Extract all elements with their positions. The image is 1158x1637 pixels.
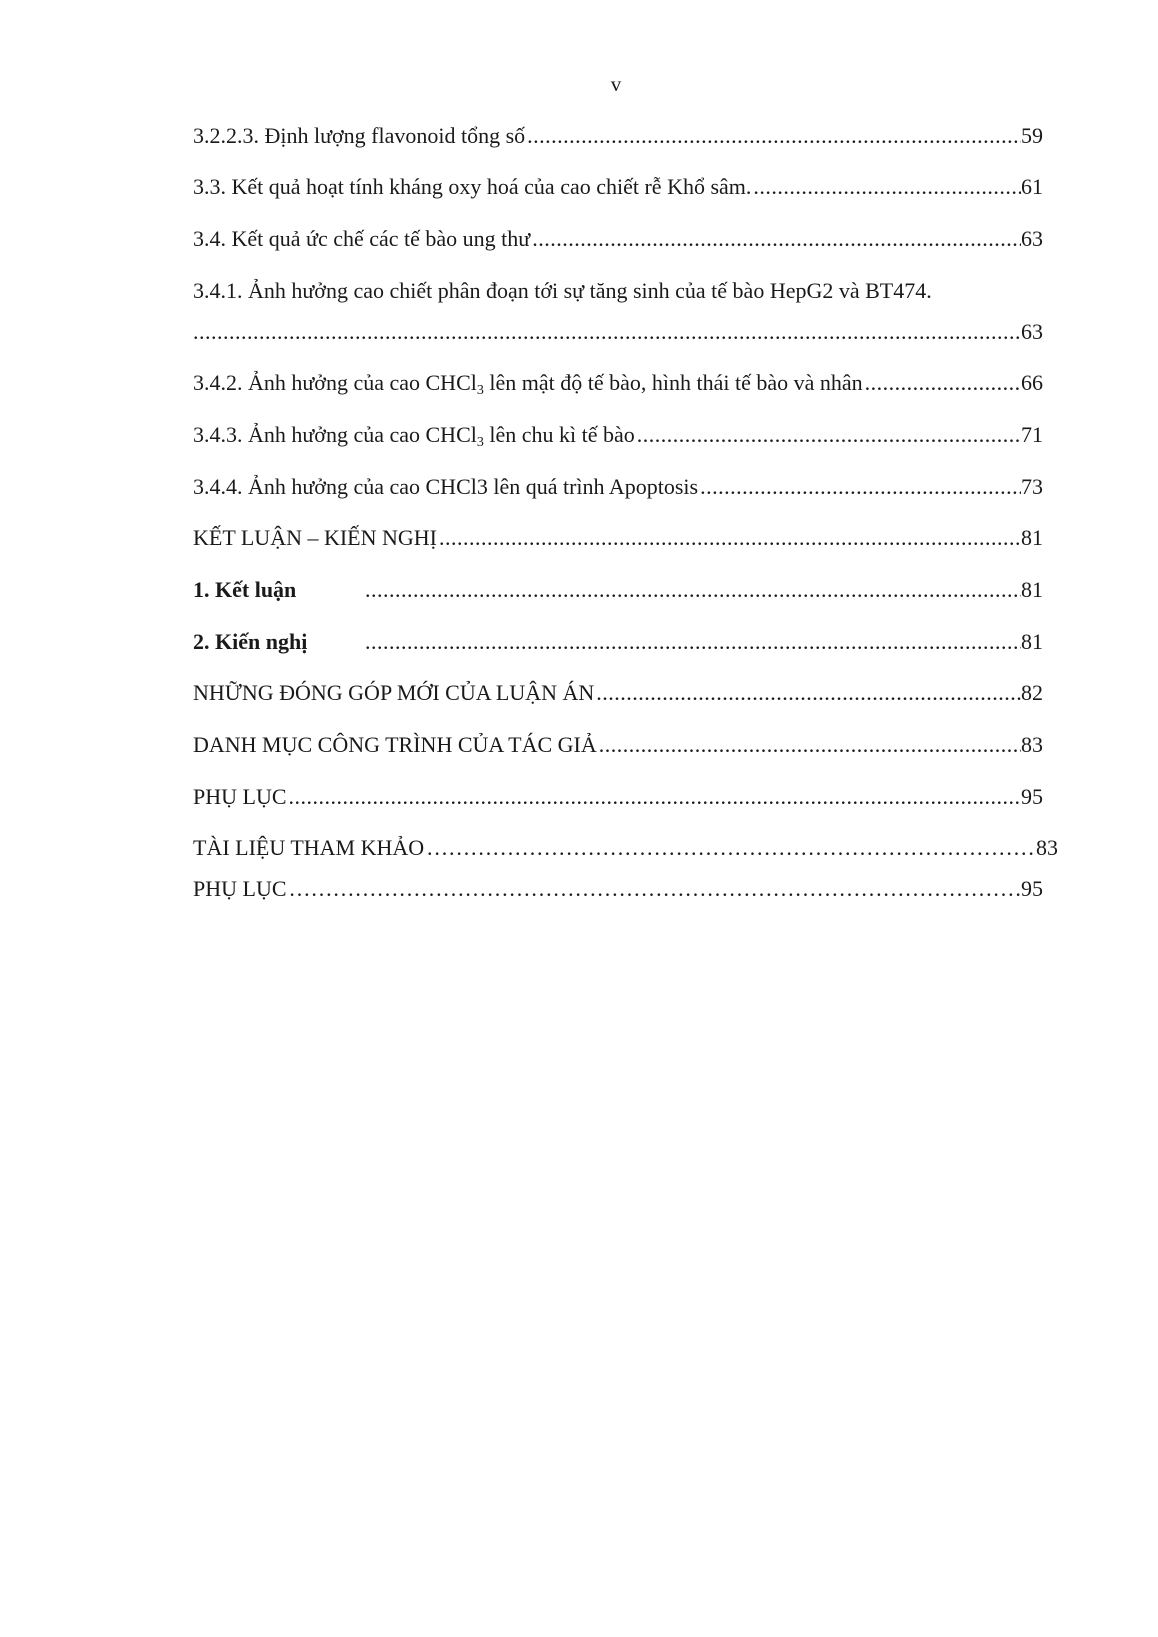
toc-entry-label: 3.4.4. Ảnh hưởng của cao CHCl3 lên quá trình Apoptosis (193, 474, 699, 499)
toc-entry-label: 2. Kiến nghị (193, 629, 308, 654)
leader-dots (753, 174, 1021, 200)
toc-entry-tai-lieu-tham-khao[interactable] (193, 835, 1058, 861)
toc-entry-3-4-4[interactable] (193, 474, 1043, 500)
leader-dots (596, 680, 1021, 706)
toc-entry-3-4-1-continuation[interactable] (193, 319, 1043, 345)
leader-dots (637, 422, 1021, 448)
leader-dots (527, 123, 1021, 149)
toc-entry-label: 1. Kết luận (193, 577, 297, 602)
leader-dots (700, 474, 1021, 500)
toc-entry-label: NHỮNG ĐÓNG GÓP MỚI CỦA LUẬN ÁN (193, 680, 595, 705)
toc-entry-3-4-2[interactable] (193, 370, 1043, 396)
leader-dots (865, 370, 1021, 396)
page-number: v (610, 72, 622, 96)
toc-entry-label: TÀI LIỆU THAM KHẢO (193, 835, 425, 860)
toc-entry-page: 73 (1021, 474, 1043, 499)
leader-dots (599, 732, 1021, 758)
toc-entry-label: DANH MỤC CÔNG TRÌNH CỦA TÁC GIẢ (193, 732, 597, 757)
toc-entry-3-4-1[interactable] (193, 278, 1043, 304)
toc-entry-page: 59 (1021, 123, 1043, 148)
leader-dots (365, 629, 1021, 655)
toc-entry-label: 3.4.3. Ảnh hưởng của cao CHCl$_3$ lên chu kì tế bào (193, 422, 635, 450)
toc-entry-dong-gop-moi[interactable] (193, 680, 1043, 706)
leader-dots (439, 525, 1021, 551)
toc-entry-page: 66 (1021, 370, 1043, 395)
leader-dots (365, 577, 1021, 603)
toc-entry-page: 83 (1036, 835, 1058, 860)
toc-entry-label: PHỤ LỤC (193, 876, 287, 901)
toc-entry-3-3[interactable] (193, 174, 1043, 200)
toc-entry-page: 63 (1021, 226, 1043, 251)
toc-entry-3-4[interactable] (193, 226, 1043, 252)
toc-entry-kien-nghi[interactable] (193, 629, 1043, 655)
toc-entry-label: 3.4.1. Ảnh hưởng cao chiết phân đoạn tới sự tăng sinh của tế bào HepG2 và BT474. (193, 278, 932, 303)
toc-entry-danh-muc-cong-trinh[interactable] (193, 732, 1043, 758)
toc-entry-page: 81 (1021, 629, 1043, 654)
toc-entry-ket-luan-kien-nghi[interactable] (193, 525, 1043, 551)
toc-entry-page: 82 (1021, 680, 1043, 705)
toc-entry-page: 81 (1021, 525, 1043, 550)
toc-entry-3-4-3[interactable] (193, 422, 1043, 448)
toc-entry-page: 63 (1021, 319, 1043, 344)
toc-entry-label: PHỤ LỤC (193, 784, 287, 809)
toc-entry-page: 71 (1021, 422, 1043, 447)
toc-entry-label: 3.3. Kết quả hoạt tính kháng oxy hoá của cao chiết rễ Khổ sâm. (193, 174, 752, 199)
toc-entry-label: 3.2.2.3. Định lượng flavonoid tổng số (193, 123, 526, 148)
toc-entry-page: 61 (1021, 174, 1043, 199)
leader-dots (426, 835, 1036, 861)
toc-entry-label: KẾT LUẬN – KIẾN NGHỊ (193, 525, 437, 550)
toc-entry-3-2-2-3[interactable] (193, 123, 1043, 149)
toc-entry-page: 95 (1021, 876, 1043, 901)
toc-entry-phu-luc-2[interactable] (193, 876, 1043, 902)
leader-dots (289, 784, 1021, 810)
toc-entry-ket-luan[interactable] (193, 577, 1043, 603)
toc-entry-label: 3.4.2. Ảnh hưởng của cao CHCl$_3$ lên mật độ tế bào, hình thái tế bào và nhân (193, 370, 863, 398)
leader-dots (289, 876, 1021, 902)
leader-dots (193, 319, 1021, 345)
toc-entry-label: 3.4. Kết quả ức chế các tế bào ung thư (193, 226, 531, 251)
leader-dots (532, 226, 1021, 252)
toc-entry-page: 95 (1021, 784, 1043, 809)
toc-entry-phu-luc[interactable] (193, 784, 1043, 810)
toc-entry-page: 83 (1021, 732, 1043, 757)
toc-entry-page: 81 (1021, 577, 1043, 602)
